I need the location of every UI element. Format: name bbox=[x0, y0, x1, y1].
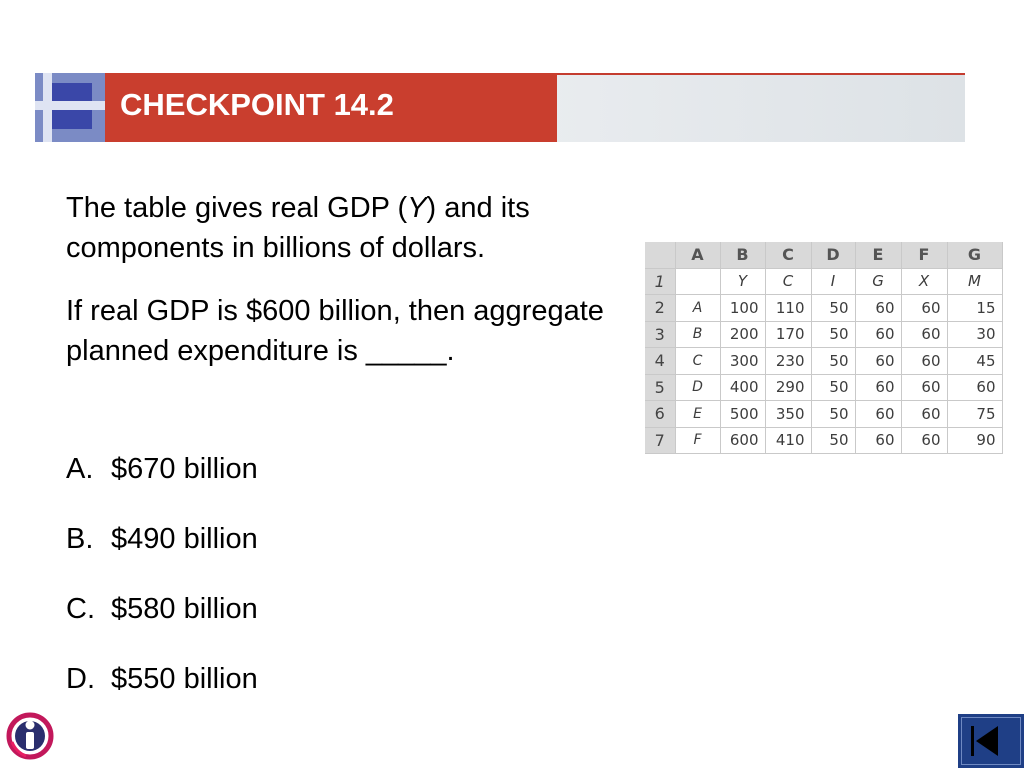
table-row bbox=[645, 427, 1002, 454]
table-cell: 230 bbox=[765, 348, 811, 375]
header-banner bbox=[35, 73, 965, 142]
column-header: E bbox=[855, 242, 901, 268]
table-cell: 500 bbox=[720, 401, 765, 428]
table-cell: 50 bbox=[811, 374, 855, 401]
table-cell: 50 bbox=[811, 401, 855, 428]
table-cell: 60 bbox=[855, 295, 901, 322]
column-header-row bbox=[645, 242, 1002, 268]
table-cell: 400 bbox=[720, 374, 765, 401]
table-cell: E bbox=[675, 401, 720, 428]
row-number: 4 bbox=[645, 348, 675, 375]
table-cell: 60 bbox=[855, 348, 901, 375]
table-cell: 290 bbox=[765, 374, 811, 401]
table-cell: I bbox=[811, 268, 855, 295]
option-d[interactable]: D. $550 billion bbox=[66, 663, 258, 695]
row-number: 7 bbox=[645, 427, 675, 454]
table-cell: C bbox=[675, 348, 720, 375]
column-header: C bbox=[765, 242, 811, 268]
table-cell: 200 bbox=[720, 321, 765, 348]
question-intro: The table gives real GDP (Y) and its components in billions of dollars. bbox=[66, 192, 530, 264]
table-cell: 50 bbox=[811, 321, 855, 348]
table-cell: 60 bbox=[901, 348, 947, 375]
row-number: 2 bbox=[645, 295, 675, 322]
table-cell: F bbox=[675, 427, 720, 454]
table-row bbox=[645, 348, 1002, 375]
table-cell: 60 bbox=[901, 427, 947, 454]
table-cell: D bbox=[675, 374, 720, 401]
table-cell: 60 bbox=[901, 374, 947, 401]
column-header: F bbox=[901, 242, 947, 268]
table-cell: 90 bbox=[947, 427, 1002, 454]
table-cell: X bbox=[901, 268, 947, 295]
table-cell: 60 bbox=[901, 401, 947, 428]
table-cell: 50 bbox=[811, 348, 855, 375]
column-header: B bbox=[720, 242, 765, 268]
table-cell: G bbox=[855, 268, 901, 295]
option-c[interactable]: C. $580 billion bbox=[66, 593, 258, 625]
table-row bbox=[645, 321, 1002, 348]
gdp-components-table bbox=[645, 242, 1003, 454]
table-row bbox=[645, 374, 1002, 401]
previous-slide-button[interactable] bbox=[958, 714, 1024, 768]
table-cell: C bbox=[765, 268, 811, 295]
table-cell: 100 bbox=[720, 295, 765, 322]
answer-options bbox=[66, 452, 466, 732]
row-number: 1 bbox=[645, 268, 675, 295]
table-cell: B bbox=[675, 321, 720, 348]
option-b[interactable]: B. $490 billion bbox=[66, 523, 258, 555]
column-header: A bbox=[675, 242, 720, 268]
table-row bbox=[645, 268, 1002, 295]
table-cell: 15 bbox=[947, 295, 1002, 322]
table-cell: M bbox=[947, 268, 1002, 295]
info-icon[interactable] bbox=[6, 712, 54, 760]
question-prompt: If real GDP is $600 billion, then aggregate planned expenditure is _____. bbox=[66, 295, 604, 367]
table-row bbox=[645, 401, 1002, 428]
column-header: G bbox=[947, 242, 1002, 268]
page-title: CHECKPOINT 14.2 bbox=[120, 87, 394, 122]
grid-logo-icon bbox=[35, 73, 105, 142]
table-cell: 110 bbox=[765, 295, 811, 322]
table-cell: 60 bbox=[901, 295, 947, 322]
table-cell bbox=[675, 268, 720, 295]
option-a[interactable]: A. $670 billion bbox=[66, 453, 258, 485]
previous-slide-icon bbox=[958, 714, 1024, 768]
corner-cell bbox=[645, 242, 675, 268]
table-cell: 60 bbox=[947, 374, 1002, 401]
table-cell: 170 bbox=[765, 321, 811, 348]
table-cell: 60 bbox=[855, 401, 901, 428]
table-cell: 75 bbox=[947, 401, 1002, 428]
question-text bbox=[66, 188, 626, 394]
table-cell: 45 bbox=[947, 348, 1002, 375]
table-cell: 350 bbox=[765, 401, 811, 428]
table-row bbox=[645, 295, 1002, 322]
table-cell: 60 bbox=[901, 321, 947, 348]
table-cell: A bbox=[675, 295, 720, 322]
table-cell: Y bbox=[720, 268, 765, 295]
table-cell: 50 bbox=[811, 427, 855, 454]
column-header: D bbox=[811, 242, 855, 268]
table-cell: 410 bbox=[765, 427, 811, 454]
table-cell: 30 bbox=[947, 321, 1002, 348]
row-number: 3 bbox=[645, 321, 675, 348]
row-number: 5 bbox=[645, 374, 675, 401]
table-cell: 300 bbox=[720, 348, 765, 375]
table-cell: 60 bbox=[855, 321, 901, 348]
table-cell: 60 bbox=[855, 374, 901, 401]
variable-y: Y bbox=[407, 192, 427, 224]
table-cell: 50 bbox=[811, 295, 855, 322]
row-number: 6 bbox=[645, 401, 675, 428]
table-cell: 600 bbox=[720, 427, 765, 454]
table-cell: 60 bbox=[855, 427, 901, 454]
